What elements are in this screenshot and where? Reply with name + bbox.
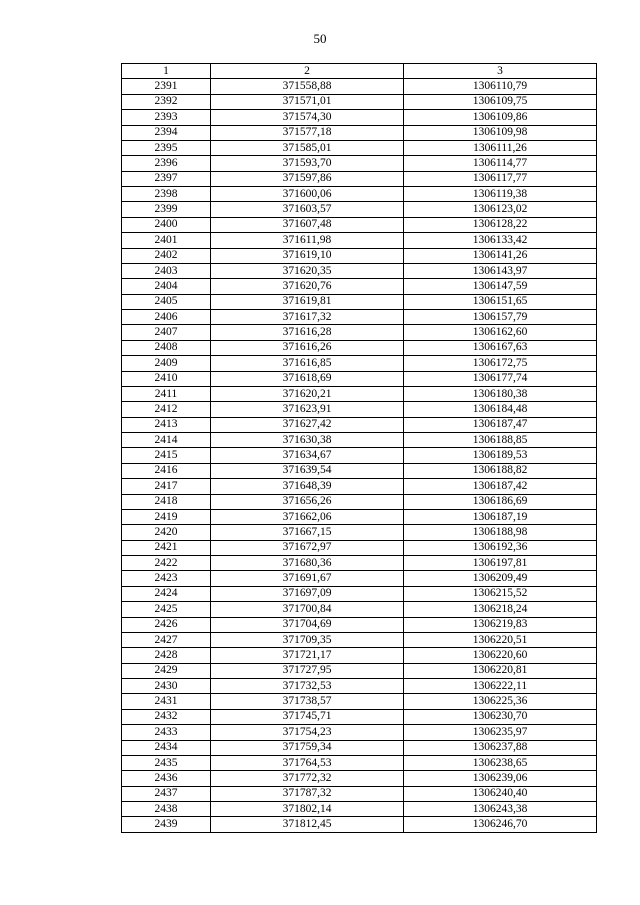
x-coordinate-cell: 371656,26	[211, 494, 404, 509]
x-coordinate-cell: 371754,23	[211, 725, 404, 740]
x-coordinate-cell: 371611,98	[211, 233, 404, 248]
table-row	[122, 556, 597, 571]
table-row	[122, 602, 597, 617]
y-coordinate-cell: 1306184,48	[404, 402, 597, 417]
y-coordinate-cell: 1306109,75	[404, 94, 597, 109]
point-number-cell: 2430	[122, 679, 211, 694]
table-row	[122, 233, 597, 248]
x-coordinate-cell: 371597,86	[211, 171, 404, 186]
y-coordinate-cell: 1306172,75	[404, 356, 597, 371]
point-number-cell: 2410	[122, 371, 211, 386]
x-coordinate-cell: 371700,84	[211, 602, 404, 617]
y-coordinate-cell: 1306123,02	[404, 202, 597, 217]
table-row	[122, 525, 597, 540]
table-row	[122, 340, 597, 355]
table-row	[122, 786, 597, 801]
table-row	[122, 479, 597, 494]
x-coordinate-cell: 371738,57	[211, 694, 404, 709]
y-coordinate-cell: 1306188,85	[404, 433, 597, 448]
table-row	[122, 156, 597, 171]
x-coordinate-cell: 371709,35	[211, 632, 404, 647]
point-number-cell: 2401	[122, 233, 211, 248]
x-coordinate-cell: 371607,48	[211, 217, 404, 232]
point-number-cell: 2417	[122, 479, 211, 494]
x-coordinate-cell: 371648,39	[211, 479, 404, 494]
table-row	[122, 417, 597, 432]
table-row	[122, 817, 597, 832]
x-coordinate-cell: 371727,95	[211, 663, 404, 678]
table-row	[122, 617, 597, 632]
table-row	[122, 279, 597, 294]
point-number-cell: 2422	[122, 556, 211, 571]
point-number-cell: 2427	[122, 632, 211, 647]
point-number-cell: 2438	[122, 802, 211, 817]
point-number-cell: 2419	[122, 509, 211, 524]
x-coordinate-cell: 371759,34	[211, 740, 404, 755]
table-row	[122, 463, 597, 478]
point-number-cell: 2414	[122, 433, 211, 448]
column-header: 1	[122, 64, 211, 79]
table-row	[122, 79, 597, 94]
y-coordinate-cell: 1306188,82	[404, 463, 597, 478]
y-coordinate-cell: 1306177,74	[404, 371, 597, 386]
point-number-cell: 2409	[122, 356, 211, 371]
x-coordinate-cell: 371745,71	[211, 709, 404, 724]
y-coordinate-cell: 1306186,69	[404, 494, 597, 509]
y-coordinate-cell: 1306133,42	[404, 233, 597, 248]
y-coordinate-cell: 1306220,51	[404, 632, 597, 647]
y-coordinate-cell: 1306238,65	[404, 755, 597, 770]
y-coordinate-cell: 1306246,70	[404, 817, 597, 832]
table-row	[122, 386, 597, 401]
table-row	[122, 371, 597, 386]
table-row	[122, 125, 597, 140]
y-coordinate-cell: 1306167,63	[404, 340, 597, 355]
x-coordinate-cell: 371616,26	[211, 340, 404, 355]
y-coordinate-cell: 1306220,81	[404, 663, 597, 678]
point-number-cell: 2413	[122, 417, 211, 432]
x-coordinate-cell: 371585,01	[211, 140, 404, 155]
point-number-cell: 2424	[122, 586, 211, 601]
x-coordinate-cell: 371600,06	[211, 187, 404, 202]
x-coordinate-cell: 371697,09	[211, 586, 404, 601]
table-row	[122, 448, 597, 463]
point-number-cell: 2395	[122, 140, 211, 155]
x-coordinate-cell: 371802,14	[211, 802, 404, 817]
column-header: 3	[404, 64, 597, 79]
x-coordinate-cell: 371732,53	[211, 679, 404, 694]
x-coordinate-cell: 371571,01	[211, 94, 404, 109]
table-row	[122, 679, 597, 694]
point-number-cell: 2421	[122, 540, 211, 555]
x-coordinate-cell: 371616,28	[211, 325, 404, 340]
x-coordinate-cell: 371772,32	[211, 771, 404, 786]
point-number-cell: 2398	[122, 187, 211, 202]
table-row	[122, 310, 597, 325]
y-coordinate-cell: 1306209,49	[404, 571, 597, 586]
y-coordinate-cell: 1306162,60	[404, 325, 597, 340]
point-number-cell: 2396	[122, 156, 211, 171]
table-row	[122, 755, 597, 770]
y-coordinate-cell: 1306147,59	[404, 279, 597, 294]
table-row	[122, 433, 597, 448]
x-coordinate-cell: 371620,35	[211, 263, 404, 278]
x-coordinate-cell: 371623,91	[211, 402, 404, 417]
point-number-cell: 2433	[122, 725, 211, 740]
point-number-cell: 2391	[122, 79, 211, 94]
point-number-cell: 2439	[122, 817, 211, 832]
y-coordinate-cell: 1306143,97	[404, 263, 597, 278]
y-coordinate-cell: 1306192,36	[404, 540, 597, 555]
y-coordinate-cell: 1306222,11	[404, 679, 597, 694]
x-coordinate-cell: 371620,21	[211, 386, 404, 401]
point-number-cell: 2393	[122, 110, 211, 125]
x-coordinate-cell: 371634,67	[211, 448, 404, 463]
point-number-cell: 2431	[122, 694, 211, 709]
y-coordinate-cell: 1306225,36	[404, 694, 597, 709]
x-coordinate-cell: 371691,67	[211, 571, 404, 586]
point-number-cell: 2407	[122, 325, 211, 340]
table-row	[122, 171, 597, 186]
point-number-cell: 2418	[122, 494, 211, 509]
table-row	[122, 509, 597, 524]
point-number-cell: 2435	[122, 755, 211, 770]
table-row	[122, 140, 597, 155]
x-coordinate-cell: 371630,38	[211, 433, 404, 448]
x-coordinate-cell: 371618,69	[211, 371, 404, 386]
table-row	[122, 586, 597, 601]
y-coordinate-cell: 1306230,70	[404, 709, 597, 724]
x-coordinate-cell: 371704,69	[211, 617, 404, 632]
table-row	[122, 294, 597, 309]
table-row	[122, 202, 597, 217]
table-row	[122, 648, 597, 663]
y-coordinate-cell: 1306157,79	[404, 310, 597, 325]
y-coordinate-cell: 1306243,38	[404, 802, 597, 817]
point-number-cell: 2397	[122, 171, 211, 186]
table-row	[122, 248, 597, 263]
table-row	[122, 402, 597, 417]
x-coordinate-cell: 371574,30	[211, 110, 404, 125]
y-coordinate-cell: 1306128,22	[404, 217, 597, 232]
table-row	[122, 356, 597, 371]
x-coordinate-cell: 371619,10	[211, 248, 404, 263]
y-coordinate-cell: 1306187,42	[404, 479, 597, 494]
y-coordinate-cell: 1306187,47	[404, 417, 597, 432]
x-coordinate-cell: 371603,57	[211, 202, 404, 217]
y-coordinate-cell: 1306189,53	[404, 448, 597, 463]
point-number-cell: 2404	[122, 279, 211, 294]
table-row	[122, 263, 597, 278]
x-coordinate-cell: 371620,76	[211, 279, 404, 294]
x-coordinate-cell: 371593,70	[211, 156, 404, 171]
point-number-cell: 2429	[122, 663, 211, 678]
x-coordinate-cell: 371787,32	[211, 786, 404, 801]
x-coordinate-cell: 371627,42	[211, 417, 404, 432]
point-number-cell: 2408	[122, 340, 211, 355]
table-row	[122, 694, 597, 709]
y-coordinate-cell: 1306110,79	[404, 79, 597, 94]
y-coordinate-cell: 1306219,83	[404, 617, 597, 632]
table-row	[122, 571, 597, 586]
y-coordinate-cell: 1306188,98	[404, 525, 597, 540]
point-number-cell: 2394	[122, 125, 211, 140]
y-coordinate-cell: 1306151,65	[404, 294, 597, 309]
y-coordinate-cell: 1306218,24	[404, 602, 597, 617]
point-number-cell: 2432	[122, 709, 211, 724]
y-coordinate-cell: 1306215,52	[404, 586, 597, 601]
table-row	[122, 663, 597, 678]
x-coordinate-cell: 371639,54	[211, 463, 404, 478]
y-coordinate-cell: 1306109,86	[404, 110, 597, 125]
point-number-cell: 2425	[122, 602, 211, 617]
page-number: 50	[313, 31, 327, 46]
x-coordinate-cell: 371558,88	[211, 79, 404, 94]
table-row	[122, 632, 597, 647]
table-row	[122, 725, 597, 740]
point-number-cell: 2402	[122, 248, 211, 263]
y-coordinate-cell: 1306141,26	[404, 248, 597, 263]
point-number-cell: 2412	[122, 402, 211, 417]
x-coordinate-cell: 371619,81	[211, 294, 404, 309]
table-row	[122, 740, 597, 755]
table-row	[122, 94, 597, 109]
point-number-cell: 2436	[122, 771, 211, 786]
coordinates-table	[121, 63, 597, 833]
point-number-cell: 2416	[122, 463, 211, 478]
y-coordinate-cell: 1306187,19	[404, 509, 597, 524]
y-coordinate-cell: 1306240,40	[404, 786, 597, 801]
x-coordinate-cell: 371764,53	[211, 755, 404, 770]
x-coordinate-cell: 371577,18	[211, 125, 404, 140]
y-coordinate-cell: 1306180,38	[404, 386, 597, 401]
x-coordinate-cell: 371721,17	[211, 648, 404, 663]
y-coordinate-cell: 1306117,77	[404, 171, 597, 186]
y-coordinate-cell: 1306109,98	[404, 125, 597, 140]
point-number-cell: 2437	[122, 786, 211, 801]
point-number-cell: 2406	[122, 310, 211, 325]
point-number-cell: 2434	[122, 740, 211, 755]
y-coordinate-cell: 1306237,88	[404, 740, 597, 755]
table-row	[122, 187, 597, 202]
y-coordinate-cell: 1306114,77	[404, 156, 597, 171]
table-row	[122, 771, 597, 786]
point-number-cell: 2399	[122, 202, 211, 217]
point-number-cell: 2420	[122, 525, 211, 540]
table-row	[122, 802, 597, 817]
point-number-cell: 2392	[122, 94, 211, 109]
x-coordinate-cell: 371617,32	[211, 310, 404, 325]
table-row	[122, 110, 597, 125]
y-coordinate-cell: 1306119,38	[404, 187, 597, 202]
column-header: 2	[211, 64, 404, 79]
point-number-cell: 2426	[122, 617, 211, 632]
y-coordinate-cell: 1306197,81	[404, 556, 597, 571]
y-coordinate-cell: 1306235,97	[404, 725, 597, 740]
table-row	[122, 709, 597, 724]
x-coordinate-cell: 371662,06	[211, 509, 404, 524]
y-coordinate-cell: 1306111,26	[404, 140, 597, 155]
point-number-cell: 2428	[122, 648, 211, 663]
point-number-cell: 2415	[122, 448, 211, 463]
y-coordinate-cell: 1306239,06	[404, 771, 597, 786]
point-number-cell: 2405	[122, 294, 211, 309]
x-coordinate-cell: 371812,45	[211, 817, 404, 832]
point-number-cell: 2423	[122, 571, 211, 586]
y-coordinate-cell: 1306220,60	[404, 648, 597, 663]
table-row	[122, 494, 597, 509]
coordinates-table-body	[122, 64, 597, 833]
point-number-cell: 2411	[122, 386, 211, 401]
table-row	[122, 540, 597, 555]
x-coordinate-cell: 371616,85	[211, 356, 404, 371]
x-coordinate-cell: 371667,15	[211, 525, 404, 540]
point-number-cell: 2400	[122, 217, 211, 232]
point-number-cell: 2403	[122, 263, 211, 278]
table-row	[122, 217, 597, 232]
table-header-row	[122, 64, 597, 79]
table-row	[122, 325, 597, 340]
x-coordinate-cell: 371672,97	[211, 540, 404, 555]
x-coordinate-cell: 371680,36	[211, 556, 404, 571]
